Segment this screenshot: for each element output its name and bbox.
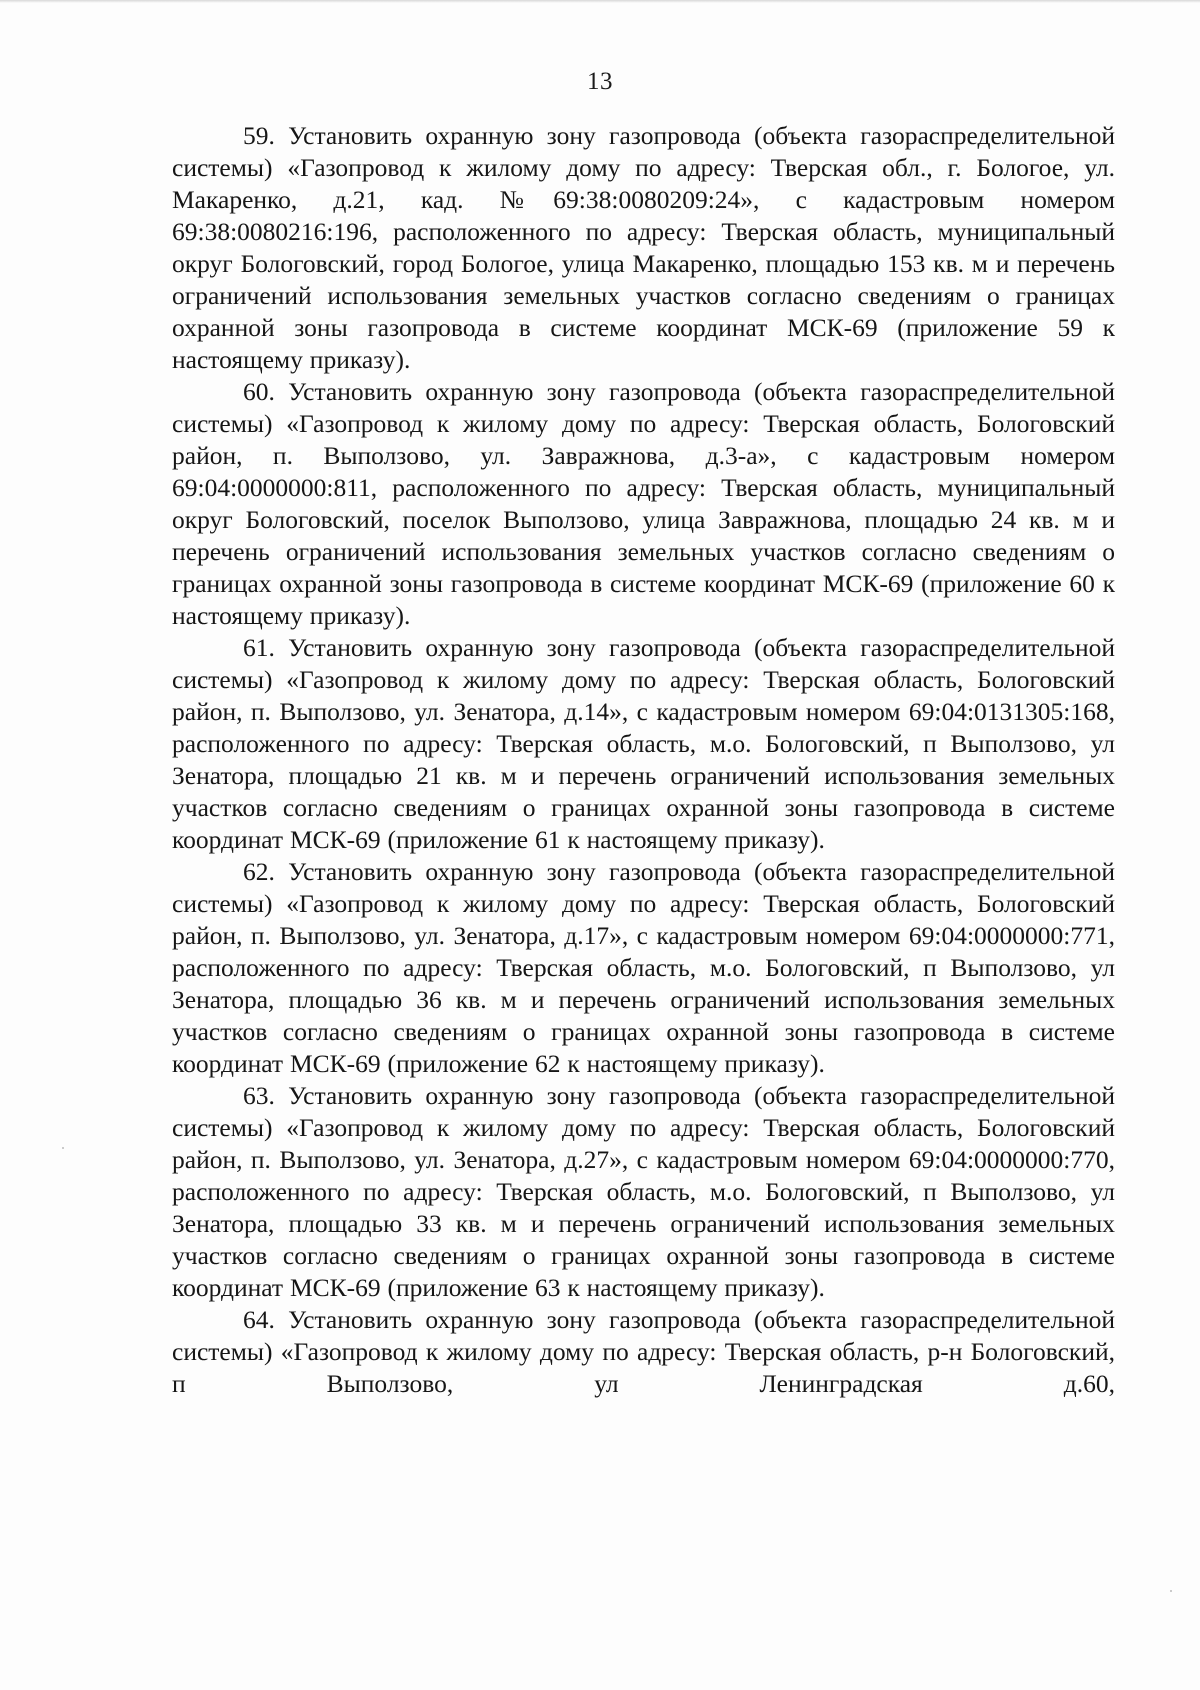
paragraph-63: 63. Установить охранную зону газопровода (объекта газораспределительной системы) «Газопровод к жилому дому по адресу: Тверская область, Бологовский район, п. Выползово, ул. Зенатора, д.27», с кадастровым номером 69:04:0000000:770, расположенного по адресу: Тверская область, м.о. Бологовский, п Выползово, ул Зенатора, площадью 33 кв. м и перечень ограничений использования земельных участков согласно сведениям о границах охранной зоны газопровода в системе координат МСК-69 (приложение 63 к настоящему приказу).: [172, 1081, 1115, 1302]
scan-speck: [1170, 1590, 1172, 1592]
page-number: 13: [587, 68, 613, 95]
paragraph-62: 62. Установить охранную зону газопровода (объекта газораспределительной системы) «Газопровод к жилому дому по адресу: Тверская область, Бологовский район, п. Выползово, ул. Зенатора, д.17», с кадастровым номером 69:04:0000000:771, расположенного по адресу: Тверская область, м.о. Бологовский, п Выползово, ул Зенатора, площадью 36 кв. м и перечень ограничений использования земельных участков согласно сведениям о границах охранной зоны газопровода в системе координат МСК-69 (приложение 62 к настоящему приказу).: [172, 857, 1115, 1078]
scan-speck: [62, 1147, 64, 1149]
paragraph-60: 60. Установить охранную зону газопровода (объекта газораспределительной системы) «Газопровод к жилому дому по адресу: Тверская область, Бологовский район, п. Выползово, ул. Завражнова, д.3-а», с кадастровым номером 69:04:0000000:811, расположенного по адресу: Тверская область, муниципальный округ Бологовский, поселок Выползово, улица Завражнова, площадью 24 кв. м и перечень ограничений использования земельных участков согласно сведениям о границах охранной зоны газопровода в системе координат МСК-69 (приложение 60 к настоящему приказу).: [172, 377, 1115, 630]
scan-edge: [0, 0, 1200, 3]
paragraph-64: 64. Установить охранную зону газопровода (объекта газораспределительной системы) «Газопровод к жилому дому по адресу: Тверская область, р-н Бологовский, п Выползово, ул Ленинградская д.60,: [172, 1305, 1115, 1398]
paragraph-59: 59. Установить охранную зону газопровода (объекта газораспределительной системы) «Газопровод к жилому дому по адресу: Тверская обл., г. Бологое, ул. Макаренко, д.21, кад. №69:38:0080209:24», с кадастровым номером 69:38:0080216:196, расположенного по адресу: Тверская область, муниципальный округ Бологовский, город Бологое, улица Макаренко, площадью 153 кв. м и перечень ограничений использования земельных участков согласно сведениям о границах охранной зоны газопровода в системе координат МСК-69 (приложение 59 к настоящему приказу).: [172, 121, 1115, 374]
paragraph-61: 61. Установить охранную зону газопровода (объекта газораспределительной системы) «Газопровод к жилому дому по адресу: Тверская область, Бологовский район, п. Выползово, ул. Зенатора, д.14», с кадастровым номером 69:04:0131305:168, расположенного по адресу: Тверская область, м.о. Бологовский, п Выползово, ул Зенатора, площадью 21 кв. м и перечень ограничений использования земельных участков согласно сведениям о границах охранной зоны газопровода в системе координат МСК-69 (приложение 61 к настоящему приказу).: [172, 633, 1115, 854]
document-body: [172, 120, 1115, 1400]
